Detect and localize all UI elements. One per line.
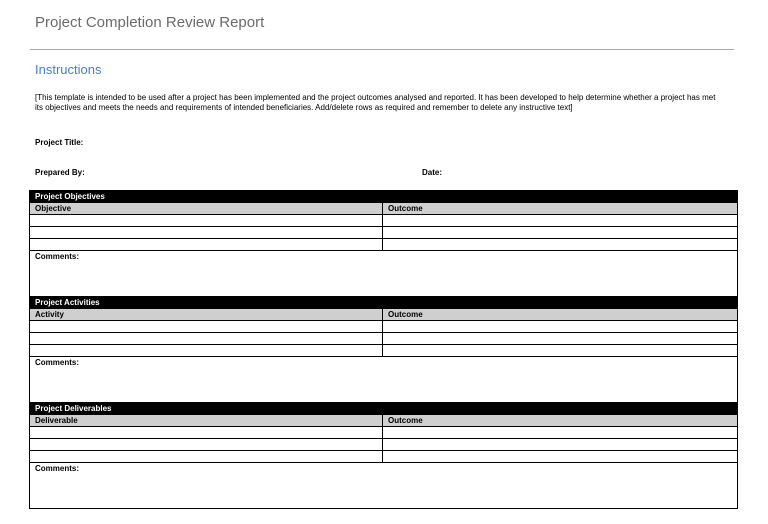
activities-column-header bbox=[30, 309, 737, 321]
deliverables-table bbox=[29, 402, 738, 509]
objective-column-label: Objective bbox=[30, 203, 383, 214]
objectives-table bbox=[29, 190, 738, 297]
title-divider bbox=[30, 49, 734, 50]
outcome-cell[interactable] bbox=[383, 321, 737, 332]
project-title-label: Project Title: bbox=[35, 138, 84, 147]
outcome-cell[interactable] bbox=[383, 427, 737, 438]
objectives-column-header bbox=[30, 203, 737, 215]
table-row bbox=[30, 239, 737, 251]
comments-label: Comments: bbox=[35, 252, 80, 261]
comments-label: Comments: bbox=[35, 464, 80, 473]
outcome-cell[interactable] bbox=[383, 451, 737, 462]
page-title: Project Completion Review Report bbox=[35, 14, 265, 31]
table-row bbox=[30, 427, 737, 439]
activities-table bbox=[29, 296, 738, 403]
outcome-cell[interactable] bbox=[383, 227, 737, 238]
outcome-column-label: Outcome bbox=[388, 204, 423, 213]
date-label: Date: bbox=[422, 168, 443, 177]
deliverable-cell[interactable] bbox=[30, 439, 383, 450]
outcome-column-label: Outcome bbox=[388, 416, 423, 425]
table-row bbox=[30, 439, 737, 451]
objectives-comments-box[interactable] bbox=[30, 251, 737, 296]
outcome-cell[interactable] bbox=[383, 333, 737, 344]
deliverable-column-label: Deliverable bbox=[30, 415, 383, 426]
objective-cell[interactable] bbox=[30, 239, 383, 250]
instructions-text: [This template is intended to be used after a project has been implemented and the project outcomes analysed and reported. It has been developed to help determine whether a project has met its objectives and meets the needs and requirements of intended beneficiaries. Add/delete rows as required and remember to delete any instructive text] bbox=[35, 93, 716, 112]
prepared-by-label: Prepared By: bbox=[35, 168, 85, 177]
instructions-heading: Instructions bbox=[35, 62, 102, 77]
table-row bbox=[30, 227, 737, 239]
outcome-cell[interactable] bbox=[383, 239, 737, 250]
table-row bbox=[30, 215, 737, 227]
activity-cell[interactable] bbox=[30, 333, 383, 344]
activities-comments-box[interactable] bbox=[30, 357, 737, 402]
activity-column-label: Activity bbox=[30, 309, 383, 320]
objective-cell[interactable] bbox=[30, 215, 383, 226]
activity-cell[interactable] bbox=[30, 321, 383, 332]
table-row bbox=[30, 333, 737, 345]
outcome-cell[interactable] bbox=[383, 439, 737, 450]
deliverables-section-title: Project Deliverables bbox=[30, 403, 737, 415]
table-row bbox=[30, 451, 737, 463]
table-row bbox=[30, 345, 737, 357]
outcome-cell[interactable] bbox=[383, 345, 737, 356]
outcome-column-label: Outcome bbox=[388, 310, 423, 319]
objective-cell[interactable] bbox=[30, 227, 383, 238]
comments-label: Comments: bbox=[35, 358, 80, 367]
deliverables-column-header bbox=[30, 415, 737, 427]
outcome-cell[interactable] bbox=[383, 215, 737, 226]
deliverable-cell[interactable] bbox=[30, 451, 383, 462]
table-row bbox=[30, 321, 737, 333]
objectives-section-title: Project Objectives bbox=[30, 191, 737, 203]
activity-cell[interactable] bbox=[30, 345, 383, 356]
deliverables-comments-box[interactable] bbox=[30, 463, 737, 508]
deliverable-cell[interactable] bbox=[30, 427, 383, 438]
activities-section-title: Project Activities bbox=[30, 297, 737, 309]
